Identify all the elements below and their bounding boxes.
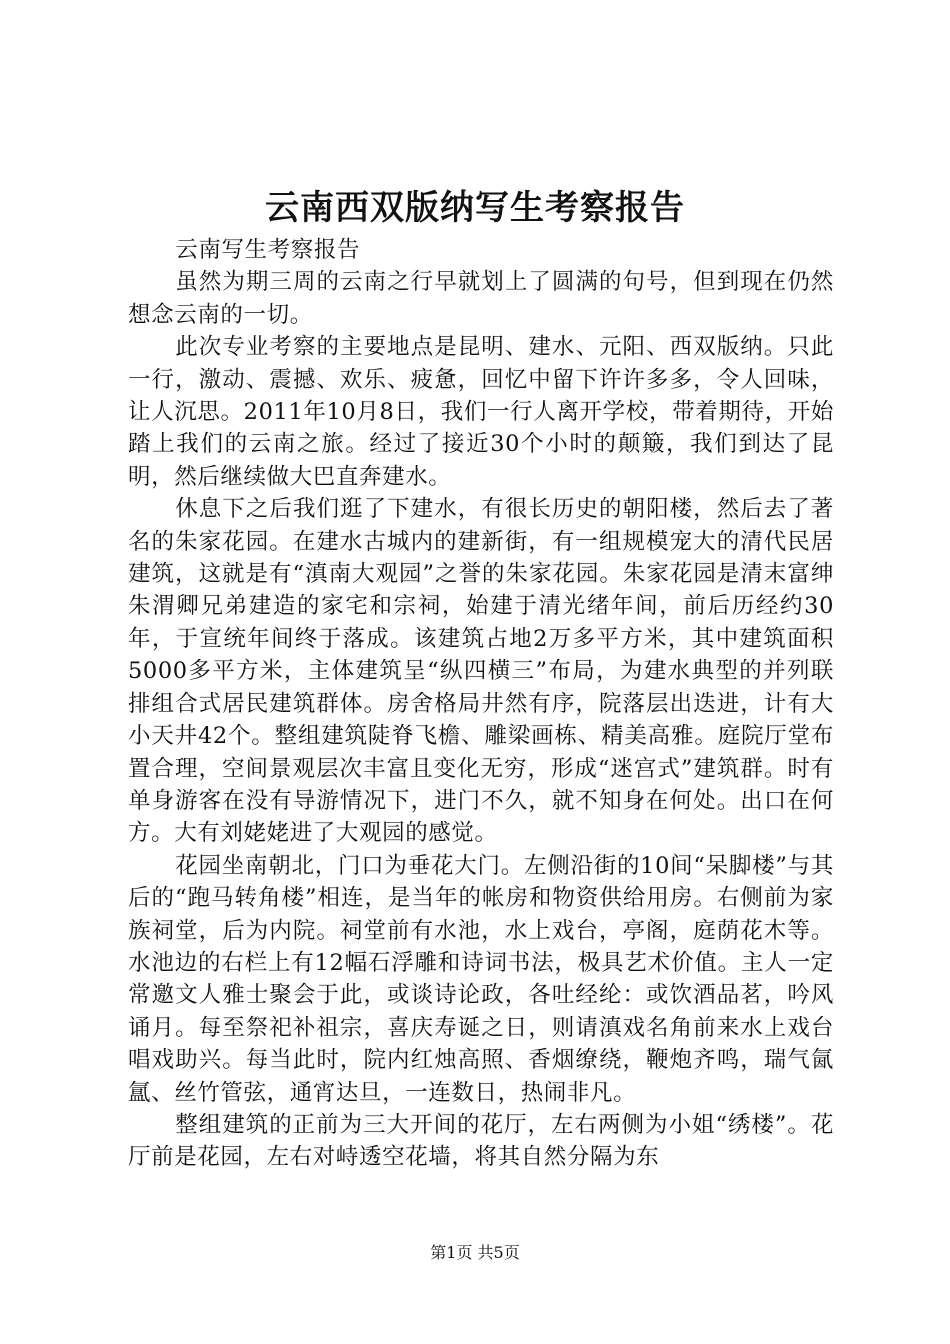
paragraph-zhu-garden: 休息下之后我们逛了下建水，有很长历史的朝阳楼，然后去了著名的朱家花园。在建水古城内的建新街，有一组规模宠大的清代民居建筑，这就是有“滇南大观园”之誉的朱家花园。朱家花园是清末富绅朱渭卿兄弟建造的家宅和宗祠，始建于清光绪年间，前后历经约30年，于宣统年间终于落成。该建筑占地2万多平方米，其中建筑面积5000多平方米，主体建筑呈“纵四横三”布局，为建水典型的并列联排组合式居民建筑群体。房舍格局井然有序，院落层出迭进，计有大小天井42个。整组建筑陡脊飞檐、雕梁画栋、精美高雅。庭院厅堂布置合理，空间景观层次丰富且变化无穷，形成“迷宫式”建筑群。时有单身游客在没有导游情况下，进门不久，就不知身在何处。出口在何方。大有刘姥姥进了大观园的感觉。	[128, 496, 834, 847]
page-number-footer: 第1页 共5页	[430, 1243, 520, 1262]
paragraph-subtitle: 云南写生考察报告	[175, 237, 361, 263]
paragraph-garden-layout: 花园坐南朝北，门口为垂花大门。左侧沿街的10间“呆脚楼”与其后的“跑马转角楼”相连，是当年的帐房和物资供给用房。右侧前为家族祠堂，后为内院。祠堂前有水池，水上戏台，亭阁，庭荫花木等。水池边的右栏上有12幅石浮雕和诗词书法，极具艺术价值。主人一定常邀文人雅士聚会于此，或谈诗论政，各吐经纶：或饮酒品茗，吟风诵月。每至祭祀补祖宗，喜庆寿诞之日，则请滇戏名角前来水上戏台唱戏助兴。每当此时，院内红烛高照、香烟缭绕，鞭炮齐鸣，瑞气氤氲、丝竹管弦，通宵达旦，一连数日，热闹非凡。	[128, 852, 834, 1106]
paragraph-main-hall: 整组建筑的正前为三大开间的花厅，左右两侧为小姐“绣楼”。花厅前是花园，左右对峙透空花墙，将其自然分隔为东	[128, 1111, 834, 1171]
paragraph-itinerary: 此次专业考察的主要地点是昆明、建水、元阳、西双版纳。只此一行，激动、震撼、欢乐、疲惫，回忆中留下许许多多，令人回味，让人沉思。2011年10月8日，我们一行人离开学校，带着期待，开始踏上我们的云南之旅。经过了接近30个小时的颠簸，我们到达了昆明，然后继续做大巴直奔建水。	[128, 334, 834, 490]
paragraph-intro: 虽然为期三周的云南之行早就划上了圆满的句号，但到现在仍然想念云南的一切。	[128, 269, 834, 328]
document-body	[128, 234, 834, 1174]
document-title: 云南西双版纳写生考察报告	[265, 188, 685, 228]
